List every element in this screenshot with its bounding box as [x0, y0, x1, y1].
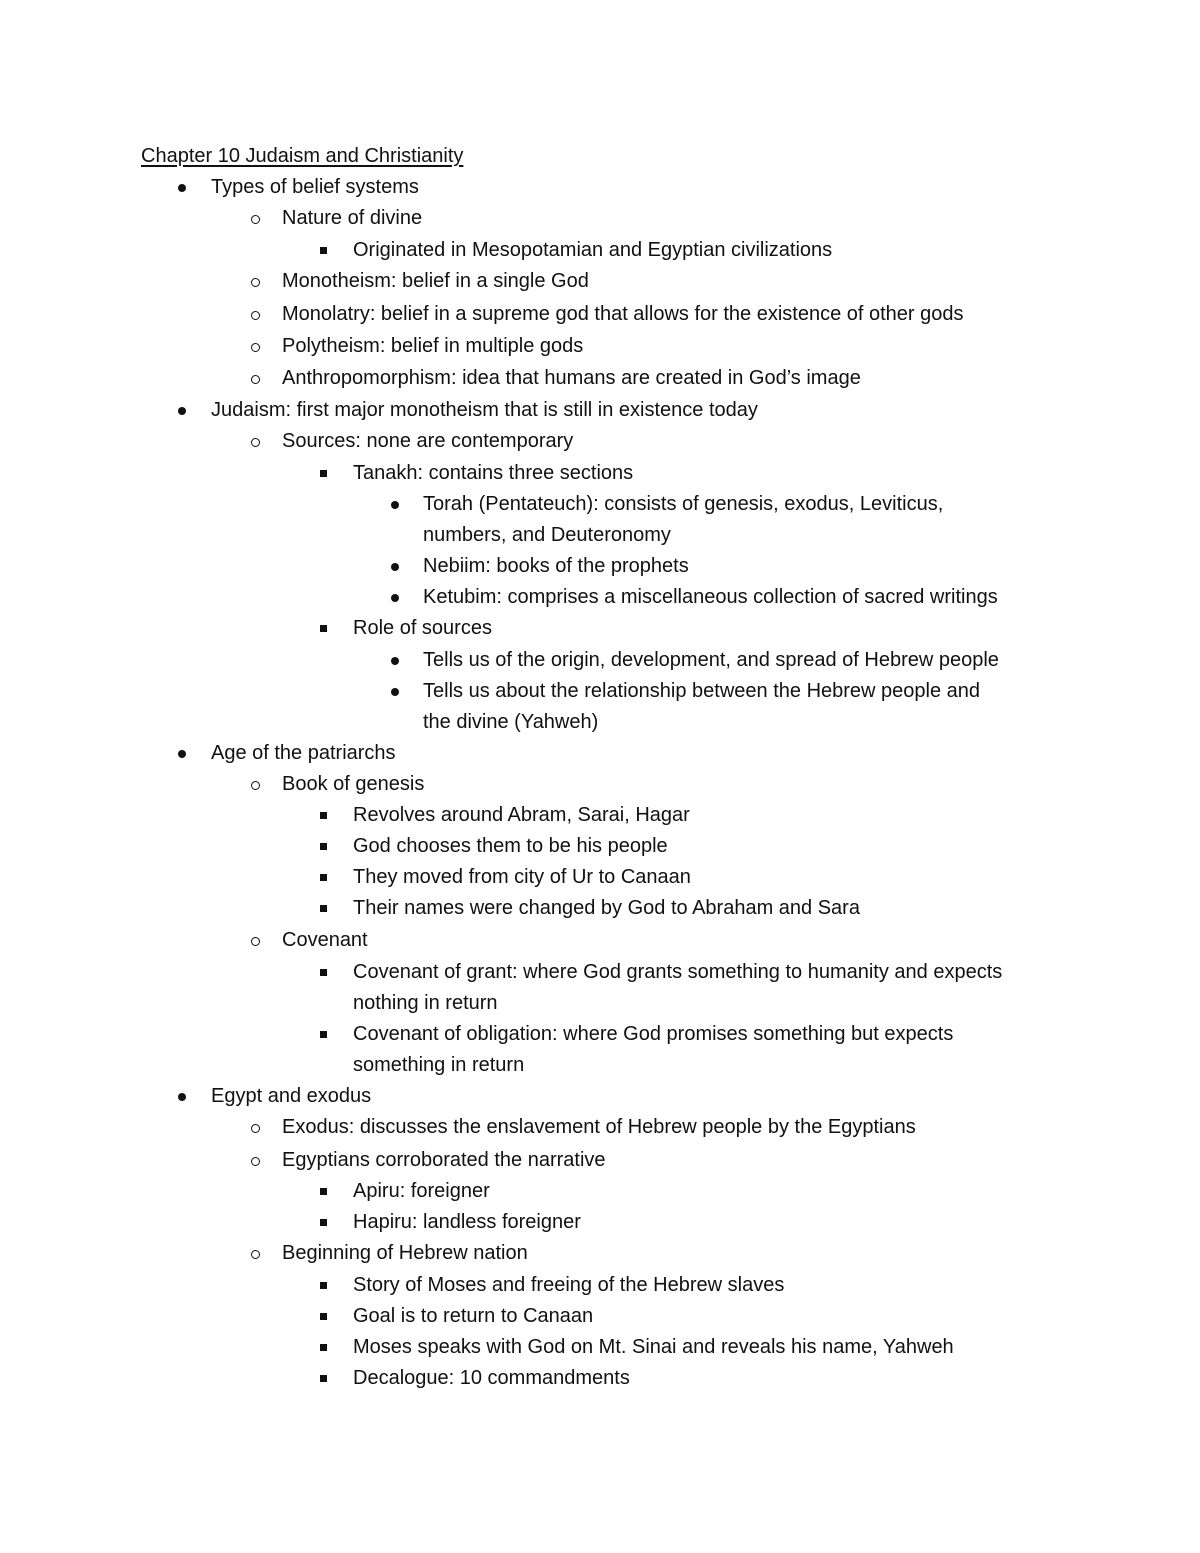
bullet-disc — [171, 395, 201, 426]
outline-item: Types of belief systems — [211, 176, 419, 198]
bullet-disc — [384, 582, 414, 613]
outline-item: Torah (Pentateuch): consists of genesis, exodus, Leviticus, — [423, 493, 944, 515]
bullet-square — [316, 1301, 346, 1332]
outline-item-continuation: numbers, and Deuteronomy — [423, 524, 671, 546]
bullet-disc — [171, 738, 201, 769]
outline-item: Monotheism: belief in a single God — [282, 270, 589, 292]
outline-item-continuation: the divine (Yahweh) — [423, 711, 599, 733]
outline-item: Beginning of Hebrew nation — [282, 1242, 528, 1264]
bullet-circle — [249, 1145, 279, 1176]
bullet-square — [316, 1332, 346, 1363]
outline-item: Revolves around Abram, Sarai, Hagar — [353, 804, 690, 826]
bullet-square — [316, 1176, 346, 1207]
bullet-disc — [384, 489, 414, 520]
outline-item: Egypt and exodus — [211, 1085, 372, 1107]
outline-item: Goal is to return to Canaan — [353, 1305, 594, 1327]
bullet-square — [316, 458, 346, 489]
outline-item: Hapiru: landless foreigner — [353, 1211, 581, 1233]
bullet-square — [316, 1363, 346, 1394]
outline-item: Judaism: first major monotheism that is still in existence today — [211, 399, 758, 421]
outline-item: Ketubim: comprises a miscellaneous collection of sacred writings — [423, 586, 998, 608]
bullet-disc — [171, 1081, 201, 1112]
outline-item: Age of the patriarchs — [211, 742, 396, 764]
outline-item: God chooses them to be his people — [353, 835, 668, 857]
bullet-circle — [249, 1112, 279, 1143]
bullet-circle — [249, 1238, 279, 1269]
bullet-disc — [384, 645, 414, 676]
bullet-disc — [384, 551, 414, 582]
outline-item: Egyptians corroborated the narrative — [282, 1149, 606, 1171]
bullet-square — [316, 893, 346, 924]
bullet-circle — [249, 299, 279, 330]
outline-item: Tells us about the relationship between the Hebrew people and — [423, 680, 981, 702]
outline-item: Exodus: discusses the enslavement of Hebrew people by the Egyptians — [282, 1116, 916, 1138]
outline-item: Covenant of obligation: where God promises something but expects — [353, 1023, 954, 1045]
bullet-square — [316, 613, 346, 644]
bullet-square — [316, 831, 346, 862]
outline-item: Sources: none are contemporary — [282, 430, 574, 452]
outline-item-continuation: nothing in return — [353, 992, 498, 1014]
bullet-circle — [249, 769, 279, 800]
bullet-circle — [249, 426, 279, 457]
bullet-circle — [249, 203, 279, 234]
bullet-circle — [249, 331, 279, 362]
document-title: Chapter 10 Judaism and Christianity — [141, 145, 464, 167]
outline-item: Decalogue: 10 commandments — [353, 1367, 630, 1389]
bullet-circle — [249, 266, 279, 297]
outline-item: Covenant — [282, 929, 368, 951]
outline-item: Covenant of grant: where God grants something to humanity and expects — [353, 961, 1003, 983]
bullet-square — [316, 1207, 346, 1238]
outline-item: They moved from city of Ur to Canaan — [353, 866, 691, 888]
outline-item: Nature of divine — [282, 207, 423, 229]
bullet-square — [316, 1019, 346, 1050]
outline-item: Their names were changed by God to Abraham and Sara — [353, 897, 860, 919]
bullet-disc — [384, 676, 414, 707]
bullet-circle — [249, 363, 279, 394]
outline-item: Book of genesis — [282, 773, 425, 795]
outline-item: Originated in Mesopotamian and Egyptian civilizations — [353, 239, 833, 261]
bullet-square — [316, 800, 346, 831]
outline-item: Role of sources — [353, 617, 492, 639]
outline-item: Story of Moses and freeing of the Hebrew slaves — [353, 1274, 785, 1296]
bullet-disc — [171, 172, 201, 203]
outline-item: Monolatry: belief in a supreme god that allows for the existence of other gods — [282, 303, 964, 325]
outline-item: Nebiim: books of the prophets — [423, 555, 689, 577]
outline-item: Moses speaks with God on Mt. Sinai and reveals his name, Yahweh — [353, 1336, 954, 1358]
outline-item: Tells us of the origin, development, and spread of Hebrew people — [423, 649, 999, 671]
bullet-square — [316, 235, 346, 266]
bullet-square — [316, 957, 346, 988]
bullet-square — [316, 1270, 346, 1301]
outline-item: Tanakh: contains three sections — [353, 462, 634, 484]
outline-item: Anthropomorphism: idea that humans are created in God’s image — [282, 367, 861, 389]
outline-item-continuation: something in return — [353, 1054, 525, 1076]
bullet-circle — [249, 925, 279, 956]
outline-item: Apiru: foreigner — [353, 1180, 490, 1202]
outline-item: Polytheism: belief in multiple gods — [282, 335, 584, 357]
bullet-square — [316, 862, 346, 893]
